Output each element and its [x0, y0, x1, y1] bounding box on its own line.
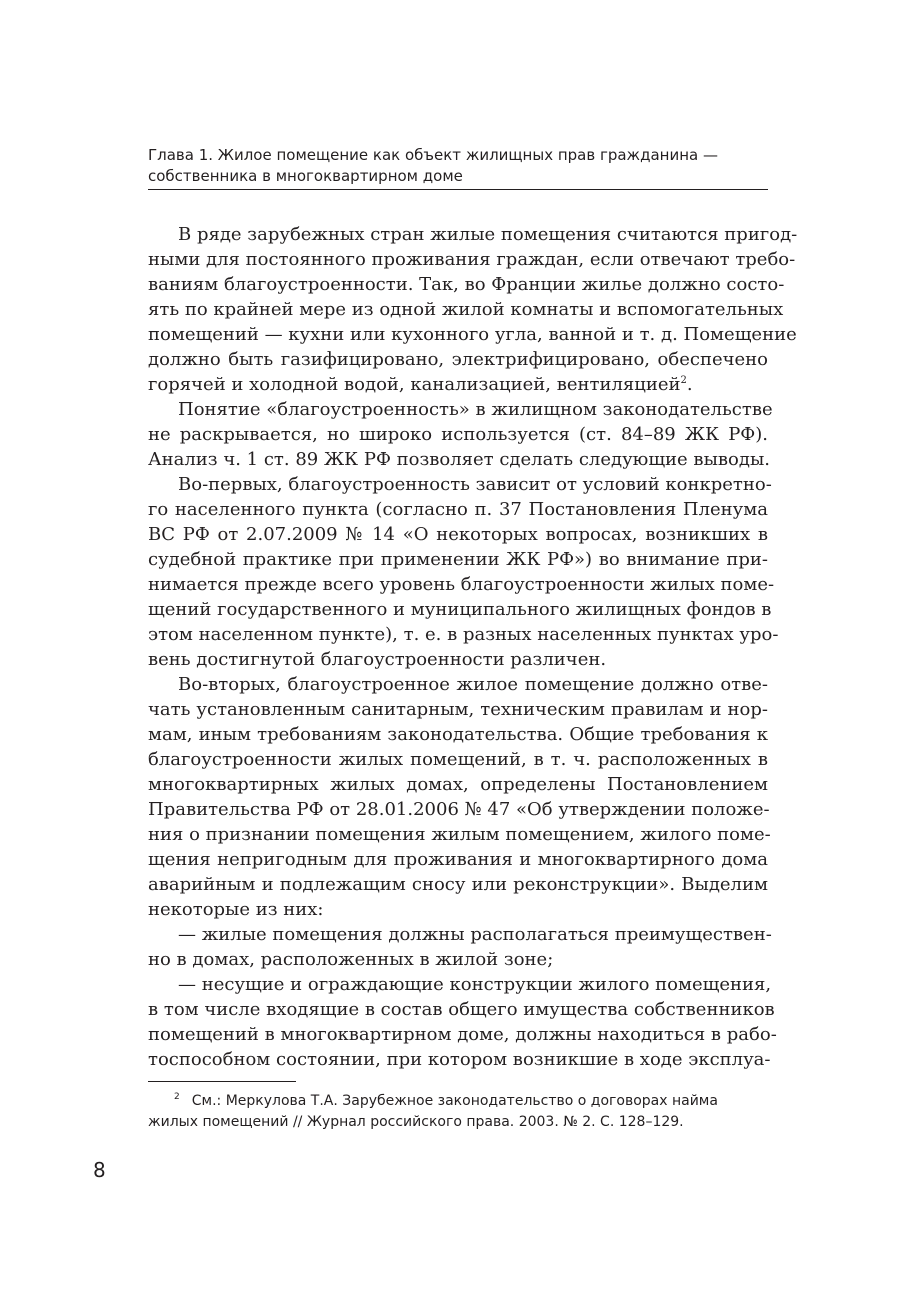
- footnote-text: См.: Меркулова Т.А. Зарубежное законодательство о договорах найма: [191, 1093, 718, 1109]
- text-line: нимается прежде всего уровень благоустроенности жилых поме-: [148, 574, 775, 595]
- text-line: этом населенном пункте), т. е. в разных населенных пунктах уро-: [148, 624, 779, 645]
- text-line: помещений — кухни или кухонного угла, ванной и т. д. Помещение: [148, 324, 797, 345]
- text-line: Во-вторых, благоустроенное жилое помещение должно отве-: [178, 674, 768, 695]
- text-line: Понятие «благоустроенность» в жилищном законодательстве: [178, 399, 773, 420]
- header-rule: [148, 189, 768, 190]
- text-line: благоустроенности жилых помещений, в т. ч. расположенных в: [148, 749, 768, 770]
- footnote-marker: 2: [174, 1092, 180, 1102]
- list-item-line: но в домах, расположенных в жилой зоне;: [148, 949, 554, 970]
- text-line: ными для постоянного проживания граждан, если отвечают требо-: [148, 249, 796, 270]
- text-line: должно быть газифицировано, электрифицировано, обеспечено: [148, 349, 768, 370]
- list-item-line: в том числе входящие в состав общего имущества собственников: [148, 999, 775, 1020]
- list-item-line: тоспособном состоянии, при котором возникшие в ходе эксплуа-: [148, 1049, 771, 1070]
- text-line-with-footnote: [148, 372, 768, 397]
- footnote: [148, 1087, 768, 1133]
- text-line: некоторые из них:: [148, 899, 324, 920]
- text-line: ния о признании помещения жилым помещением, жилого поме-: [148, 824, 771, 845]
- text-line: ВС РФ от 2.07.2009 № 14 «О некоторых вопросах, возникших в: [148, 524, 768, 545]
- text-line: Во-первых, благоустроенность зависит от условий конкретно-: [178, 474, 772, 495]
- running-header-line: собственника в многоквартирном доме: [148, 167, 463, 185]
- main-text: [148, 222, 798, 1072]
- running-header: [148, 145, 768, 187]
- text-line: вень достигнутой благоустроенности различен.: [148, 649, 607, 670]
- page-number: 8: [93, 1158, 106, 1182]
- text-line: ваниям благоустроенности. Так, во Франции жилье должно состо-: [148, 274, 785, 295]
- footnote-line: жилых помещений // Журнал российского права. 2003. № 2. С. 128–129.: [148, 1114, 684, 1130]
- running-header-line: Глава 1. Жилое помещение как объект жилищных прав гражданина —: [148, 146, 718, 164]
- footnote-reference: 2: [680, 375, 687, 386]
- text-line: щения непригодным для проживания и многоквартирного дома: [148, 849, 768, 870]
- text-line: ять по крайней мере из одной жилой комнаты и вспомогательных: [148, 299, 784, 320]
- text-line: Правительства РФ от 28.01.2006 № 47 «Об утверждении положе-: [148, 799, 770, 820]
- text-line: судебной практике при применении ЖК РФ») во внимание при-: [148, 549, 768, 570]
- list-item-line: — жилые помещения должны располагаться преимуществен-: [178, 924, 772, 945]
- list-item-line: — несущие и ограждающие конструкции жилого помещения,: [178, 974, 772, 995]
- list-item-line: помещений в многоквартирном доме, должны находиться в рабо-: [148, 1024, 777, 1045]
- text-line: не раскрывается, но широко используется (ст. 84–89 ЖК РФ).: [148, 424, 768, 445]
- text-line: мам, иным требованиям законодательства. Общие требования к: [148, 724, 768, 745]
- text-line: горячей и холодной водой, канализацией, вентиляцией: [148, 374, 681, 395]
- text-line: В ряде зарубежных стран жилые помещения считаются пригод-: [178, 224, 798, 245]
- text-line: чать установленным санитарным, техническим правилам и нор-: [148, 699, 768, 720]
- text-line: Анализ ч. 1 ст. 89 ЖК РФ позволяет сделать следующие выводы.: [148, 449, 770, 470]
- text-line: аварийным и подлежащим сносу или реконструкции». Выделим: [148, 874, 768, 895]
- text-line: многоквартирных жилых домах, определены Постановлением: [148, 774, 768, 795]
- footnote-line: [148, 1087, 768, 1112]
- sentence-end: .: [686, 374, 693, 395]
- text-line: щений государственного и муниципального жилищных фондов в: [148, 599, 772, 620]
- footnote-rule: [148, 1081, 296, 1082]
- text-line: го населенного пункта (согласно п. 37 Постановления Пленума: [148, 499, 768, 520]
